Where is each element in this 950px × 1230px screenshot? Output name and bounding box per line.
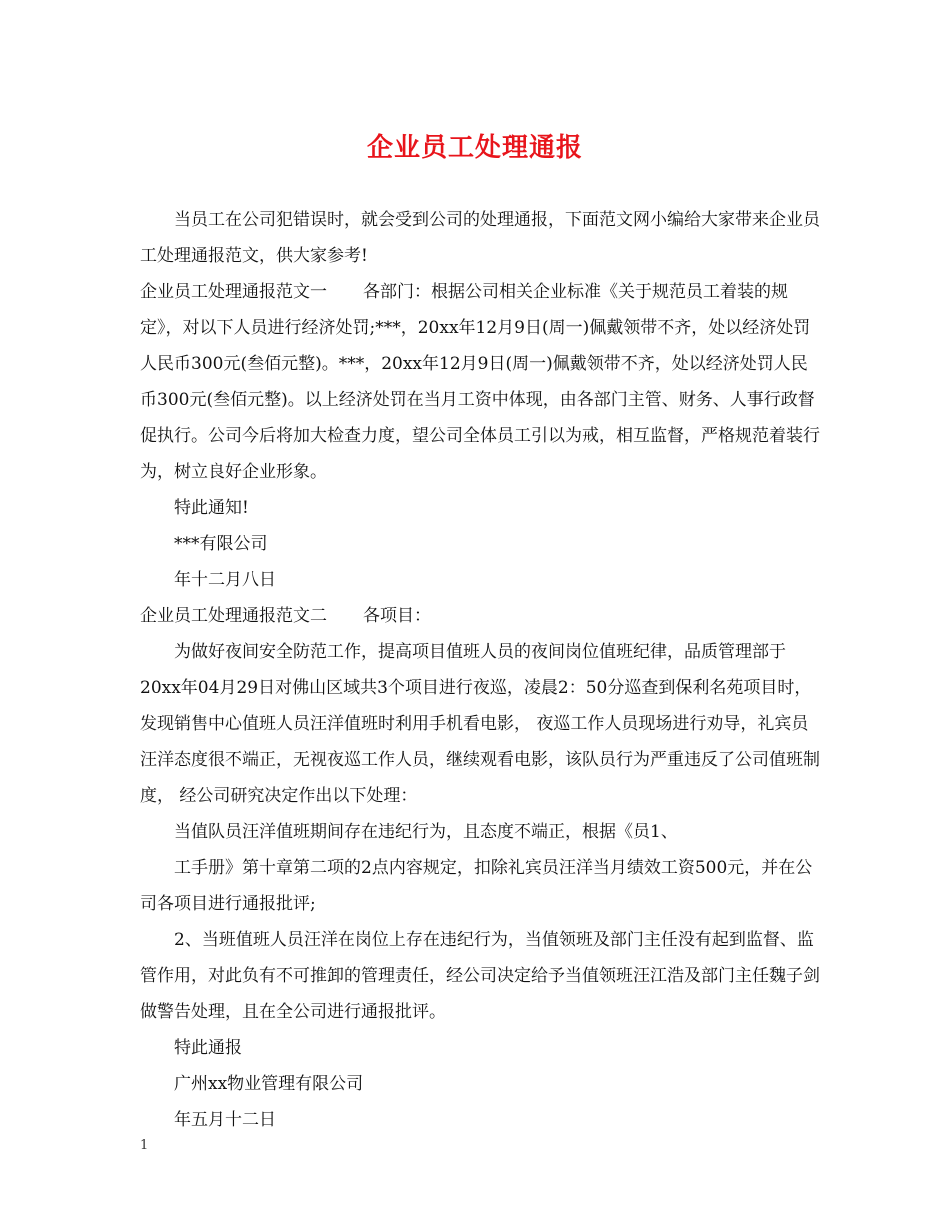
sample1-date: 年十二月八日 [174,570,276,590]
document-body [140,202,820,1138]
sample2-heading-line [140,598,820,634]
sample2-paragraph-3: 工手册》第十章第二项的2点内容规定，扣除礼宾员汪洋当月绩效工资500元，并在公司各项目进行通报批评; [140,858,813,914]
page-number: 1 [140,1138,149,1153]
sample2-paragraph-2: 当值队员汪洋值班期间存在违纪行为，且态度不端正，根据《员1、 [174,822,678,842]
page-title: 企业员工处理通报 [366,133,583,163]
sample2-heading: 企业员工处理通报范文二 [140,606,327,626]
sample2-addressee: 各项目： [363,606,431,626]
sample2-paragraph-4: 2、当班值班人员汪洋在岗位上存在违纪行为，当值领班及部门主任没有起到监督、监管作用，对此负有不可推卸的管理责任，经公司决定给予当值领班汪江浩及部门主任魏子剑做警告处理，且在全公司进行通报批评。 [140,930,820,1022]
sample2-paragraph-1: 为做好夜间安全防范工作，提高项目值班人员的夜间岗位值班纪律，品质管理部于20xx年04月29日对佛山区域共3个项目进行夜巡，凌晨2：50分巡查到保利名苑项目时，发现销售中心值班人员汪洋值班时利用手机看电影， 夜巡工作人员现场进行劝导，礼宾员汪洋态度很不端正，无视夜巡工作人员，继续观看电影，该队员行为严重违反了公司值班制度， 经公司研究决定作出以下处理： [140,642,820,806]
sample2-notice: 特此通报 [174,1038,242,1058]
sample1-content: 各部门：根据公司相关企业标准《关于规范员工着装的规定》，对以下人员进行经济处罚;***，20xx年12月9日(周一)佩戴领带不齐，处以经济处罚人民币300元(叁佰元整)。***，20xx年12月9日(周一)佩戴领带不齐，处以经济处罚人民币300元(叁佰元整)。以上经济处罚在当月工资中体现，由各部门主管、财务、人事行政督促执行。公司今后将加大检查力度，望公司全体员工引以为戒，相互监督，严格规范着装行为，树立良好企业形象。 [140,282,820,482]
sample2-date: 年五月十二日 [174,1110,276,1130]
sample2-company: 广州xx物业管理有限公司 [174,1074,364,1094]
intro-paragraph: 当员工在公司犯错误时，就会受到公司的处理通报，下面范文网小编给大家带来企业员工处理通报范文，供大家参考! [140,210,820,266]
sample1-notice: 特此通知! [174,498,249,518]
sample1-company: ***有限公司 [174,534,268,554]
sample1-heading: 企业员工处理通报范文一 [140,282,327,302]
sample1-paragraph [140,274,820,490]
